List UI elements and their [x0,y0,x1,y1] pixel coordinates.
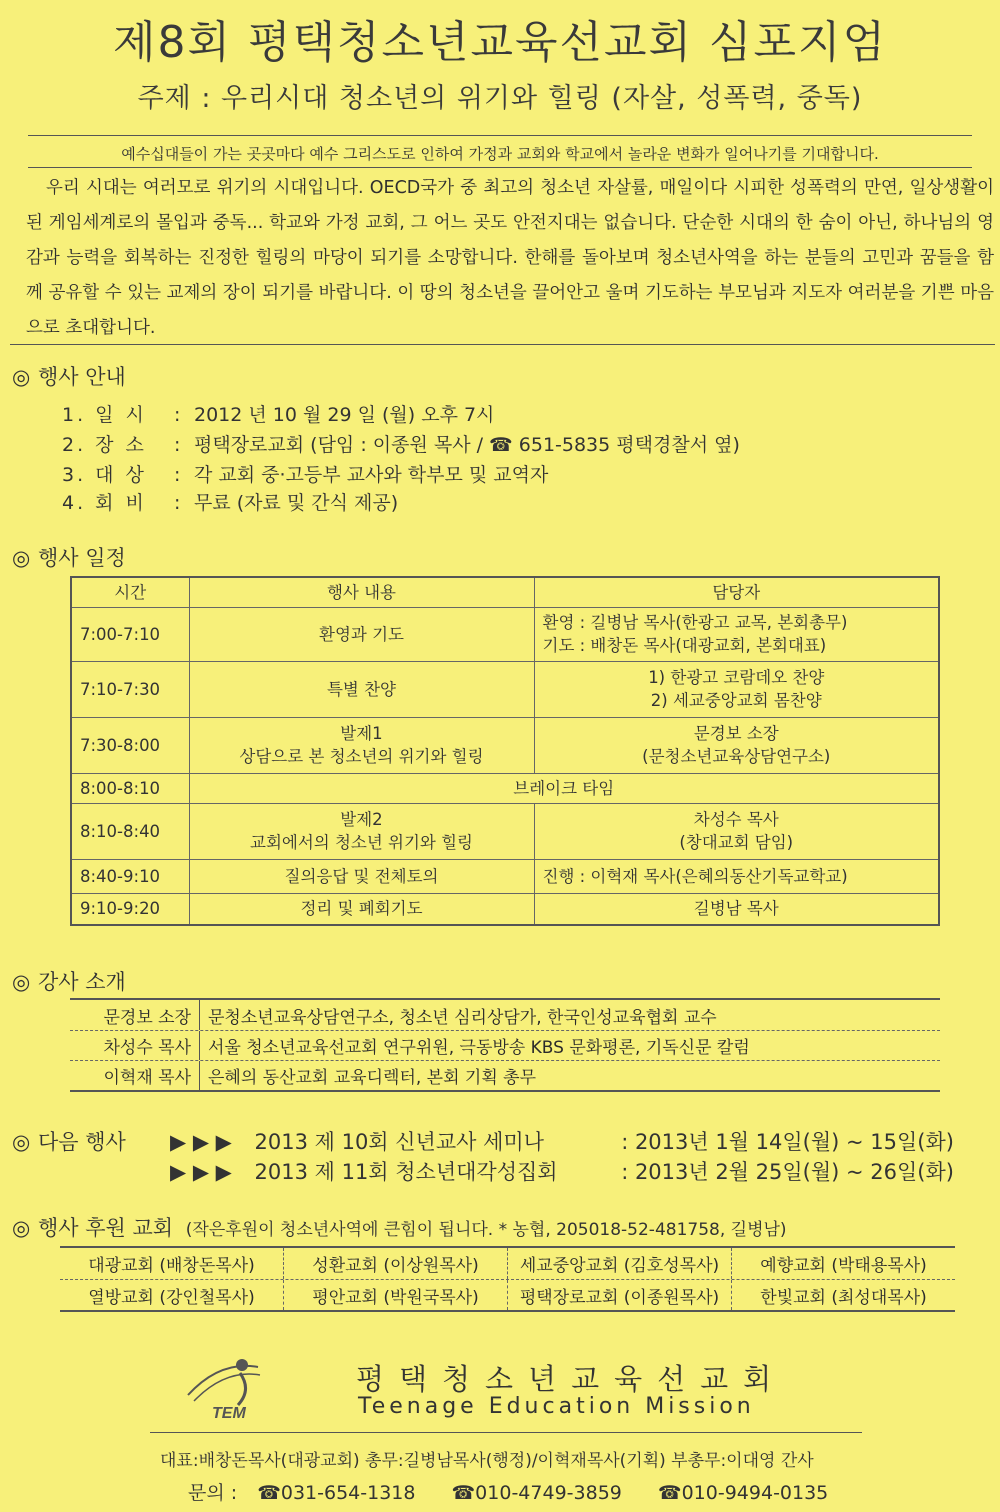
bullet-circle-icon: ◎ [12,970,31,994]
schedule-person-line: (문청소년교육상담연구소) [642,747,831,766]
bullet-circle-icon: ◎ [12,546,31,570]
speaker-row [70,1030,940,1060]
org-name-korean: 평택청소년교육선교회 [356,1362,787,1396]
schedule-time: 8:40-9:10 [71,859,189,893]
schedule-time: 7:10-7:30 [71,661,189,717]
schedule-table [70,576,940,926]
next-event-row [170,1156,954,1186]
bullet-circle-icon: ◎ [12,1130,31,1154]
speaker-row [70,1000,940,1030]
speaker-desc: 문청소년교육상담연구소, 청소년 심리상담가, 한국인성교육협회 교수 [208,1007,717,1028]
phone-number: ☎010-9494-0135 [657,1482,829,1504]
schedule-person-line: 진행 : 이혁재 목사(은혜의동산기독교학교) [542,866,848,886]
divider [28,135,972,136]
sponsor-row [60,1279,955,1310]
schedule-person-line: 1) 한광고 코람데오 찬양 [648,668,825,687]
tem-logo-icon [180,1355,280,1425]
schedule-time: 8:00-8:10 [71,773,189,803]
divider [10,344,995,345]
next-event-name: 2013 제 10회 신년교사 세미나 [254,1130,544,1154]
schedule-person-line: 2) 세교중앙교회 몸찬양 [650,691,822,710]
sponsor-cell: 대광교회 (배창돈목사) [60,1248,284,1279]
schedule-content-line: 발제1 [340,724,383,743]
column-header: 담당자 [534,577,939,607]
sponsor-cell: 평택장로교회 (이종원목사) [508,1280,732,1310]
schedule-person [534,859,939,893]
speakers-table [70,998,940,1092]
schedule-person [534,893,939,925]
schedule-person-line: 문경보 소장 [693,724,779,743]
schedule-person-line: 기도 : 배창돈 목사(대광교회, 본회대표) [542,636,827,655]
schedule-content-line: 상담으로 본 청소년의 위기와 힐링 [239,747,484,766]
table-header-row [71,577,939,607]
sponsors-note: (작은후원이 청소년사역에 큰힘이 됩니다. * 농협, 205018-52-481758, 길병남) [185,1220,787,1240]
schedule-person-line: 차성수 목사 [693,810,779,829]
next-event-row [170,1126,954,1156]
info-row-target: 3. 대 상 : 각 교회 중·고등부 교사와 학부모 및 교역자 [62,464,549,486]
table-row [71,859,939,893]
arrow-icons: ▶ ▶ ▶ [170,1160,232,1184]
schedule-content [189,717,534,773]
sponsors-heading: ◎ 행사 후원 교회 (작은후원이 청소년사역에 큰힘이 됩니다. * 농협, 205018-52-481758, 길병남) [12,1216,787,1240]
schedule-person-line: 환영 : 길병남 목사(한광고 교목, 본회총무) [542,613,848,632]
speaker-desc: 은혜의 동산교회 교육디렉터, 본회 기획 총무 [208,1068,537,1088]
speaker-name: 이혁재 목사 [70,1061,200,1090]
speakers-heading: ◎ 강사 소개 [12,970,126,994]
schedule-person-line: (창대교회 담임) [679,833,794,852]
info-row-place: 2. 장 소 : 평택장로교회 (담임 : 이종원 목사 / ☎ 651-5835 평택경찰서 옆) [62,434,740,456]
event-info-heading: ◎ 행사 안내 [12,365,126,389]
next-event-name: 2013 제 11회 청소년대각성집회 [254,1160,558,1184]
schedule-content-line: 교회에서의 청소년 위기와 힐링 [250,833,473,852]
schedule-break: 브레이크 타임 [189,773,939,803]
divider [28,167,972,168]
svg-text:TEM: TEM [212,1405,246,1422]
schedule-content-line: 환영과 기도 [319,624,404,644]
contact-label: 문의 : [188,1482,238,1504]
schedule-person [534,803,939,859]
speaker-name: 차성수 목사 [70,1031,200,1060]
page-title: 제8회 평택청소년교육선교회 심포지엄 [112,17,888,68]
speaker-desc: 서울 청소년교육선교회 연구위원, 극동방송 KBS 문화평론, 기독신문 칼럼 [208,1038,750,1058]
divider [150,1432,862,1433]
table-row [71,717,939,773]
schedule-person [534,607,939,661]
schedule-time: 9:10-9:20 [71,893,189,925]
schedule-time: 7:00-7:10 [71,607,189,661]
column-header: 시간 [71,577,189,607]
phone-number: ☎010-4749-3859 [451,1482,622,1504]
sponsor-cell: 예향교회 (박태용목사) [760,1256,927,1276]
table-row [71,803,939,859]
table-row [71,661,939,717]
sponsor-cell: 평안교회 (박원국목사) [284,1280,508,1310]
schedule-content [189,893,534,925]
next-event-date: : 2013년 2월 25일(월) ~ 26일(화) [621,1160,954,1184]
bullet-circle-icon: ◎ [12,365,31,389]
info-row-date: 1. 일 시 : 2012 년 10 월 29 일 (월) 오후 7시 [62,404,495,426]
bullet-circle-icon: ◎ [12,1216,31,1240]
schedule-content [189,859,534,893]
speaker-name: 문경보 소장 [70,1000,200,1030]
schedule-content [189,661,534,717]
schedule-person [534,661,939,717]
tagline: 예수십대들이 가는 곳곳마다 예수 그리스도로 인하여 가정과 교회와 학교에서 놀라운 변화가 일어나기를 기대합니다. [121,145,879,163]
org-name-english: Teenage Education Mission [358,1394,755,1419]
table-row [71,893,939,925]
schedule-time: 7:30-8:00 [71,717,189,773]
sponsor-row [60,1248,955,1279]
table-row [71,773,939,803]
schedule-content [189,607,534,661]
arrow-icons: ▶ ▶ ▶ [170,1130,232,1154]
schedule-content-line: 정리 및 폐회기도 [300,899,423,919]
schedule-time: 8:10-8:40 [71,803,189,859]
page-subtitle: 주제 : 우리시대 청소년의 위기와 힐링 (자살, 성폭력, 중독) [137,83,863,114]
next-event-date: : 2013년 1월 14일(월) ~ 15일(화) [621,1130,954,1154]
sponsor-cell: 한빛교회 (최성대목사) [760,1287,927,1308]
sponsor-cell: 세교중앙교회 (김호성목사) [508,1248,732,1279]
schedule-heading: ◎ 행사 일정 [12,546,126,570]
contact-info [188,1478,858,1505]
schedule-content-line: 발제2 [340,810,383,829]
sponsor-cell: 성환교회 (이상원목사) [284,1248,508,1279]
table-row [71,607,939,661]
speaker-row [70,1060,940,1090]
intro-paragraph: 우리 시대는 여러모로 위기의 시대입니다. OECD국가 중 최고의 청소년 자살률, 매일이다 시피한 성폭력의 만연, 일상생활이 된 게임세계로의 몰입과 중독... 학교와 가정 교회, 그 어느 곳도 안전지대는 없습니다. 단순한 시대의 한 숨이 아닌, 하나님의 영감과 능력을 회복하는 진정한 힐링의 마당이 되기를 소망합니다. 한해를 돌아보며 청소년사역을 하는 분들의 고민과 꿈들을 함께 공유할 수 있는 교제의 장이 되기를 바랍니다. 이 땅의 청소년을 끌어안고 울며 기도하는 부모님과 지도자 여러분을 기쁜 마음으로 초대합니다. [26,178,994,338]
staff-info: 대표:배창돈목사(대광교회) 총무:길병남목사(행정)/이혁재목사(기획) 부총무:이대영 간사 [160,1451,814,1471]
schedule-content-line: 특별 찬양 [326,679,396,699]
next-events-heading: ◎ 다음 행사 [12,1130,126,1154]
sponsors-table [60,1246,955,1312]
schedule-person [534,717,939,773]
info-row-fee: 4. 회 비 : 무료 (자료 및 간식 제공) [62,492,399,514]
schedule-content [189,803,534,859]
schedule-person-line: 길병남 목사 [693,899,779,919]
sponsor-cell: 열방교회 (강인철목사) [60,1280,284,1310]
column-header: 행사 내용 [189,577,534,607]
schedule-content-line: 질의응답 및 전체토의 [284,866,439,886]
phone-number: ☎031-654-1318 [257,1482,416,1504]
